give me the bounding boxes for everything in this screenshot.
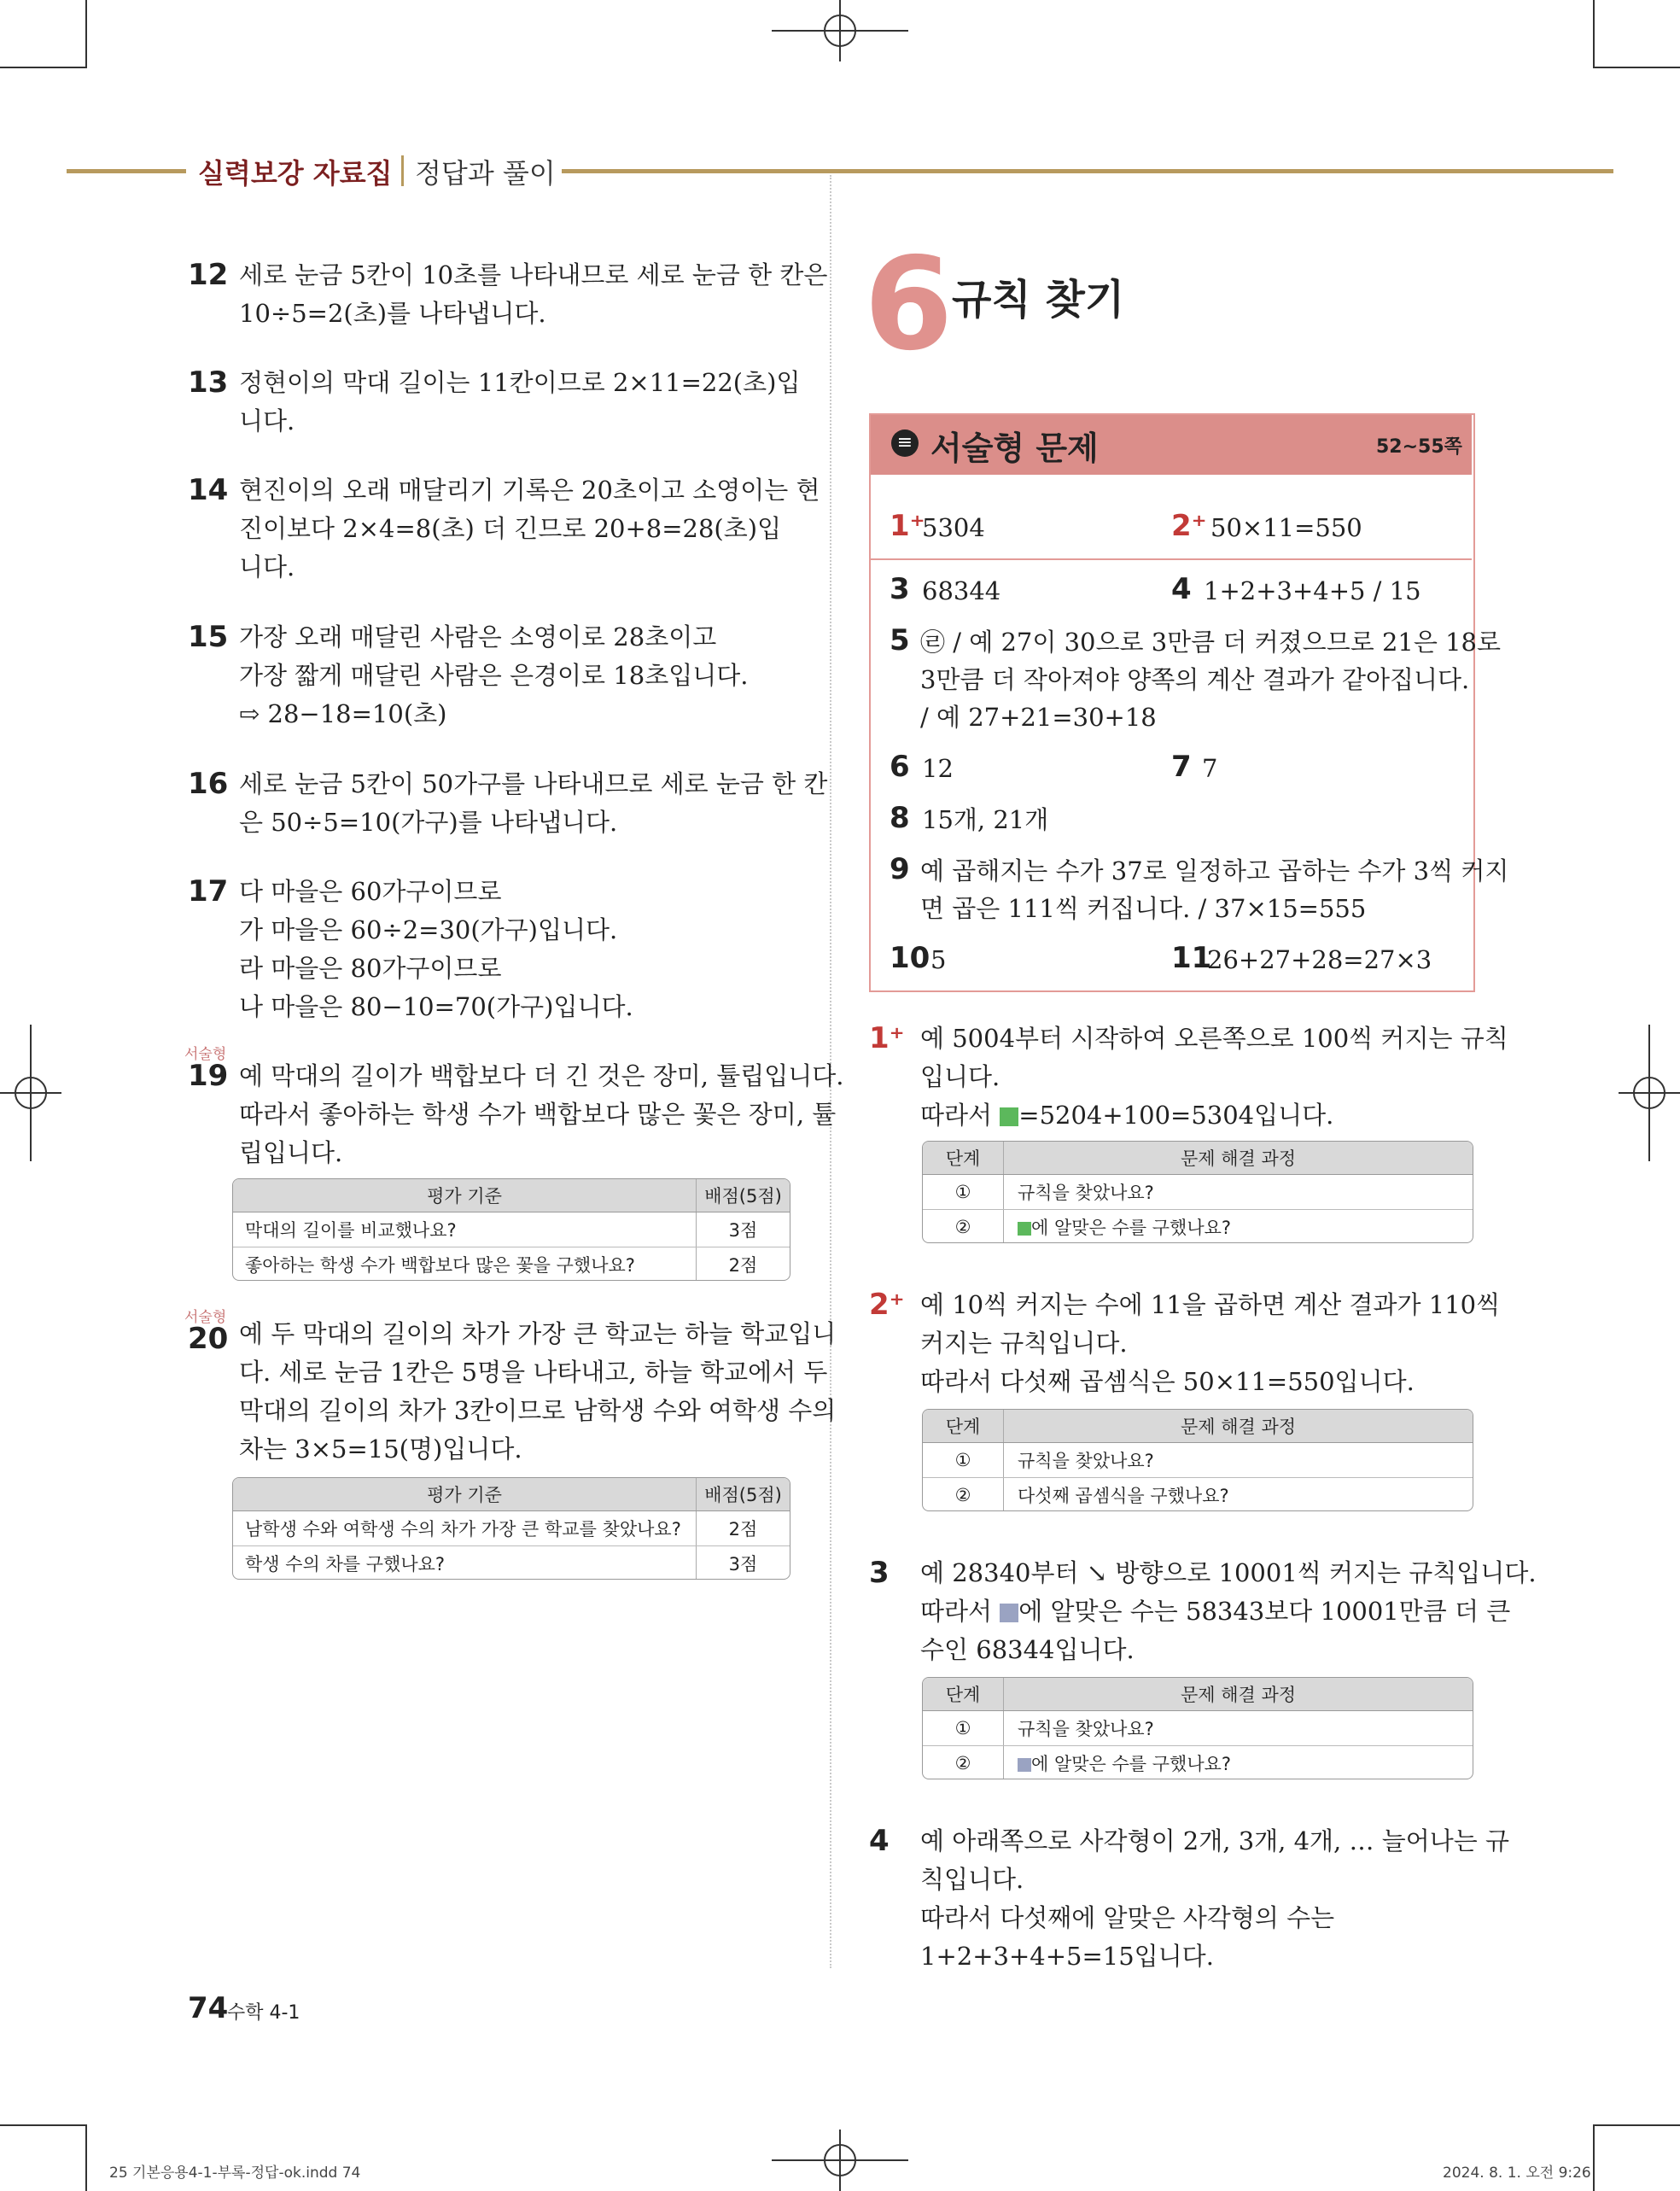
answer-number: 11 <box>1171 941 1212 975</box>
table-row: ② 에 알맞은 수를 구했나요? <box>923 1746 1473 1780</box>
solution-number: 1⁺ <box>869 1021 905 1055</box>
solution-text: 예 5004부터 시작하여 오른쪽으로 100씩 커지는 규칙 입니다. 따라서 =5204+100=5304입니다. <box>920 1024 1508 1130</box>
solution-text: 예 28340부터 ↘ 방향으로 10001씩 커지는 규칙입니다. 따라서 에 알맞은 수는 58343보다 10001만큼 더 큰 수인 68344입니다. <box>920 1558 1537 1664</box>
solution-text: 예 10씩 커지는 수에 11을 곱하면 계산 결과가 110씩 커지는 규칙입니다. 따라서 다섯째 곱셈식은 50×11=550입니다. <box>920 1290 1501 1396</box>
answer-value: 1+2+3+4+5 / 15 <box>1204 576 1421 605</box>
answer-number: 8 <box>890 801 910 835</box>
table-header: 배점(5점) <box>697 1478 790 1511</box>
answer-text: 가장 오래 매달린 사람은 소영이로 28초이고 가장 짧게 매달린 사람은 은경이로 18초입니다. ⇨ 28−18=10(초) <box>239 622 749 728</box>
table-header: 문제 해결 과정 <box>1004 1410 1473 1443</box>
header-subtitle: 정답과 풀이 <box>415 157 556 190</box>
table-header: 문제 해결 과정 <box>1004 1678 1473 1711</box>
answer-number: 4 <box>1171 572 1192 606</box>
table-header: 배점(5점) <box>697 1179 790 1212</box>
chapter-title: 규칙 찾기 <box>952 276 1125 324</box>
crop-mark <box>85 2124 87 2191</box>
question-number: 12 <box>188 258 229 292</box>
question-number: 15 <box>188 620 229 654</box>
table-row: ① 규칙을 찾았나요? <box>923 1711 1473 1746</box>
solution-number: 2⁺ <box>869 1288 905 1322</box>
gray-square-icon <box>1000 1604 1018 1622</box>
table-row: ① 규칙을 찾았나요? <box>923 1443 1473 1478</box>
answer-number: 3 <box>890 572 910 606</box>
file-slug: 25 기본응용4-1-부록-정답-ok.indd 74 <box>109 2165 361 2182</box>
table-row: ① 규칙을 찾았나요? <box>923 1175 1473 1210</box>
essay-tag: 서술형 <box>184 1309 227 1326</box>
answer-value: ㉣ / 예 27이 30으로 3만큼 더 커졌으므로 21은 18로 3만큼 더 작아져야 양쪽의 계산 결과가 같아집니다. / 예 27+21=30+18 <box>920 628 1501 732</box>
chapter-number: 6 <box>864 231 954 379</box>
question-number: 19 <box>188 1059 229 1093</box>
answer-number: 9 <box>890 852 910 886</box>
header-separator <box>401 155 404 186</box>
answer-text: 예 막대의 길이가 백합보다 더 긴 것은 장미, 튤립입니다. 따라서 좋아하는 학생 수가 백합보다 많은 꽃은 장미, 튤 립입니다. <box>239 1061 844 1167</box>
green-square-icon <box>1018 1222 1031 1236</box>
page-subject: 수학 4-1 <box>227 2002 300 2024</box>
table-header: 단계 <box>923 1142 1004 1175</box>
solution-steps-table <box>922 1677 1473 1779</box>
table-header: 단계 <box>923 1678 1004 1711</box>
crop-mark <box>0 2124 87 2126</box>
gray-square-icon <box>1018 1758 1031 1772</box>
solution-steps-table <box>922 1409 1473 1511</box>
answer-text: 세로 눈금 5칸이 10초를 나타내므로 세로 눈금 한 칸은 10÷5=2(초)를 나타냅니다. <box>239 260 828 328</box>
green-square-icon <box>1000 1107 1018 1126</box>
question-number: 16 <box>188 767 229 801</box>
page-range: 52~55쪽 <box>1376 436 1462 458</box>
table-row: ② 에 알맞은 수를 구했나요? <box>923 1210 1473 1244</box>
table-row: ② 다섯째 곱셈식을 구했나요? <box>923 1478 1473 1512</box>
table-row: 막대의 길이를 비교했나요? 3점 <box>233 1212 790 1247</box>
registration-mark <box>772 2123 908 2191</box>
header-rule <box>67 169 186 173</box>
answer-box-title: 서술형 문제 <box>930 429 1099 467</box>
solution-number: 4 <box>869 1824 890 1858</box>
question-number: 13 <box>188 365 229 400</box>
solution-steps-table <box>922 1141 1473 1243</box>
crop-mark <box>1593 2124 1595 2191</box>
answer-number: 5 <box>890 623 910 657</box>
answer-value: 5 <box>930 945 947 974</box>
answer-value: 5304 <box>922 513 985 542</box>
answer-text: 예 두 막대의 길이의 차가 가장 큰 학교는 하늘 학교입니 다. 세로 눈금 1칸은 5명을 나타내고, 하늘 학교에서 두 막대의 길이의 차가 3칸이므로 남학생 수와 여학생 수의 차는 3×5=15(명)입니다. <box>239 1319 837 1464</box>
answer-text: 다 마을은 60가구이므로 가 마을은 60÷2=30(가구)입니다. 라 마을은 80가구이므로 나 마을은 80−10=70(가구)입니다. <box>239 877 633 1021</box>
crop-mark <box>1593 67 1680 68</box>
answer-value: 예 곱해지는 수가 37로 일정하고 곱하는 수가 3씩 커지 면 곱은 111씩 커집니다. / 37×15=555 <box>920 856 1509 923</box>
answer-value: 50×11=550 <box>1210 513 1362 542</box>
solution-number: 3 <box>869 1556 890 1590</box>
answer-number: 10 <box>890 941 930 975</box>
crop-mark <box>0 67 87 68</box>
answer-text: 정현이의 막대 길이는 11칸이므로 2×11=22(초)입 니다. <box>239 368 801 435</box>
solution-text: 예 아래쪽으로 사각형이 2개, 3개, 4개, … 늘어나는 규 칙입니다. 따라서 다섯째에 알맞은 사각형의 수는 1+2+3+4+5=15입니다. <box>920 1826 1510 1971</box>
answer-value: 26+27+28=27×3 <box>1207 945 1432 974</box>
table-row: 남학생 수와 여학생 수의 차가 가장 큰 학교를 찾았나요? 2점 <box>233 1511 790 1546</box>
page-number: 74 <box>188 1991 229 2025</box>
registration-mark <box>772 0 908 68</box>
answer-value: 15개, 21개 <box>922 805 1049 834</box>
answer-number: 1⁺ <box>890 509 925 543</box>
header-rule <box>562 169 1613 173</box>
answer-value: 12 <box>922 754 954 783</box>
registration-mark <box>0 1025 68 1161</box>
registration-mark <box>1612 1025 1680 1161</box>
answer-text: 세로 눈금 5칸이 50가구를 나타내므로 세로 눈금 한 칸 은 50÷5=10(가구)를 나타냅니다. <box>239 769 828 837</box>
evaluation-table <box>232 1477 790 1580</box>
list-icon: ≡ <box>891 429 919 457</box>
crop-mark <box>1593 0 1595 67</box>
answer-text: 현진이의 오래 매달리기 기록은 20초이고 소영이는 현 진이보다 2×4=8(초) 더 긴므로 20+8=28(초)입 니다. <box>239 476 820 581</box>
table-header: 평가 기준 <box>233 1179 697 1212</box>
table-header: 평가 기준 <box>233 1478 697 1511</box>
table-header: 문제 해결 과정 <box>1004 1142 1473 1175</box>
question-number: 17 <box>188 874 229 909</box>
answer-number: 7 <box>1171 750 1192 784</box>
question-number: 20 <box>188 1322 229 1356</box>
print-timestamp: 2024. 8. 1. 오전 9:26 <box>1443 2165 1591 2182</box>
crop-mark <box>1593 2124 1680 2126</box>
answer-value: 68344 <box>922 576 1001 605</box>
evaluation-table <box>232 1178 790 1281</box>
question-number: 14 <box>188 473 229 507</box>
essay-tag: 서술형 <box>184 1046 227 1063</box>
header-title: 실력보강 자료집 <box>198 157 393 190</box>
answer-number: 6 <box>890 750 910 784</box>
answer-number: 2⁺ <box>1171 509 1207 543</box>
table-header: 단계 <box>923 1410 1004 1443</box>
answer-value: 7 <box>1202 754 1218 783</box>
crop-mark <box>85 0 87 67</box>
table-row: 학생 수의 차를 구했나요? 3점 <box>233 1546 790 1580</box>
table-row: 좋아하는 학생 수가 백합보다 많은 꽃을 구했나요? 2점 <box>233 1247 790 1282</box>
